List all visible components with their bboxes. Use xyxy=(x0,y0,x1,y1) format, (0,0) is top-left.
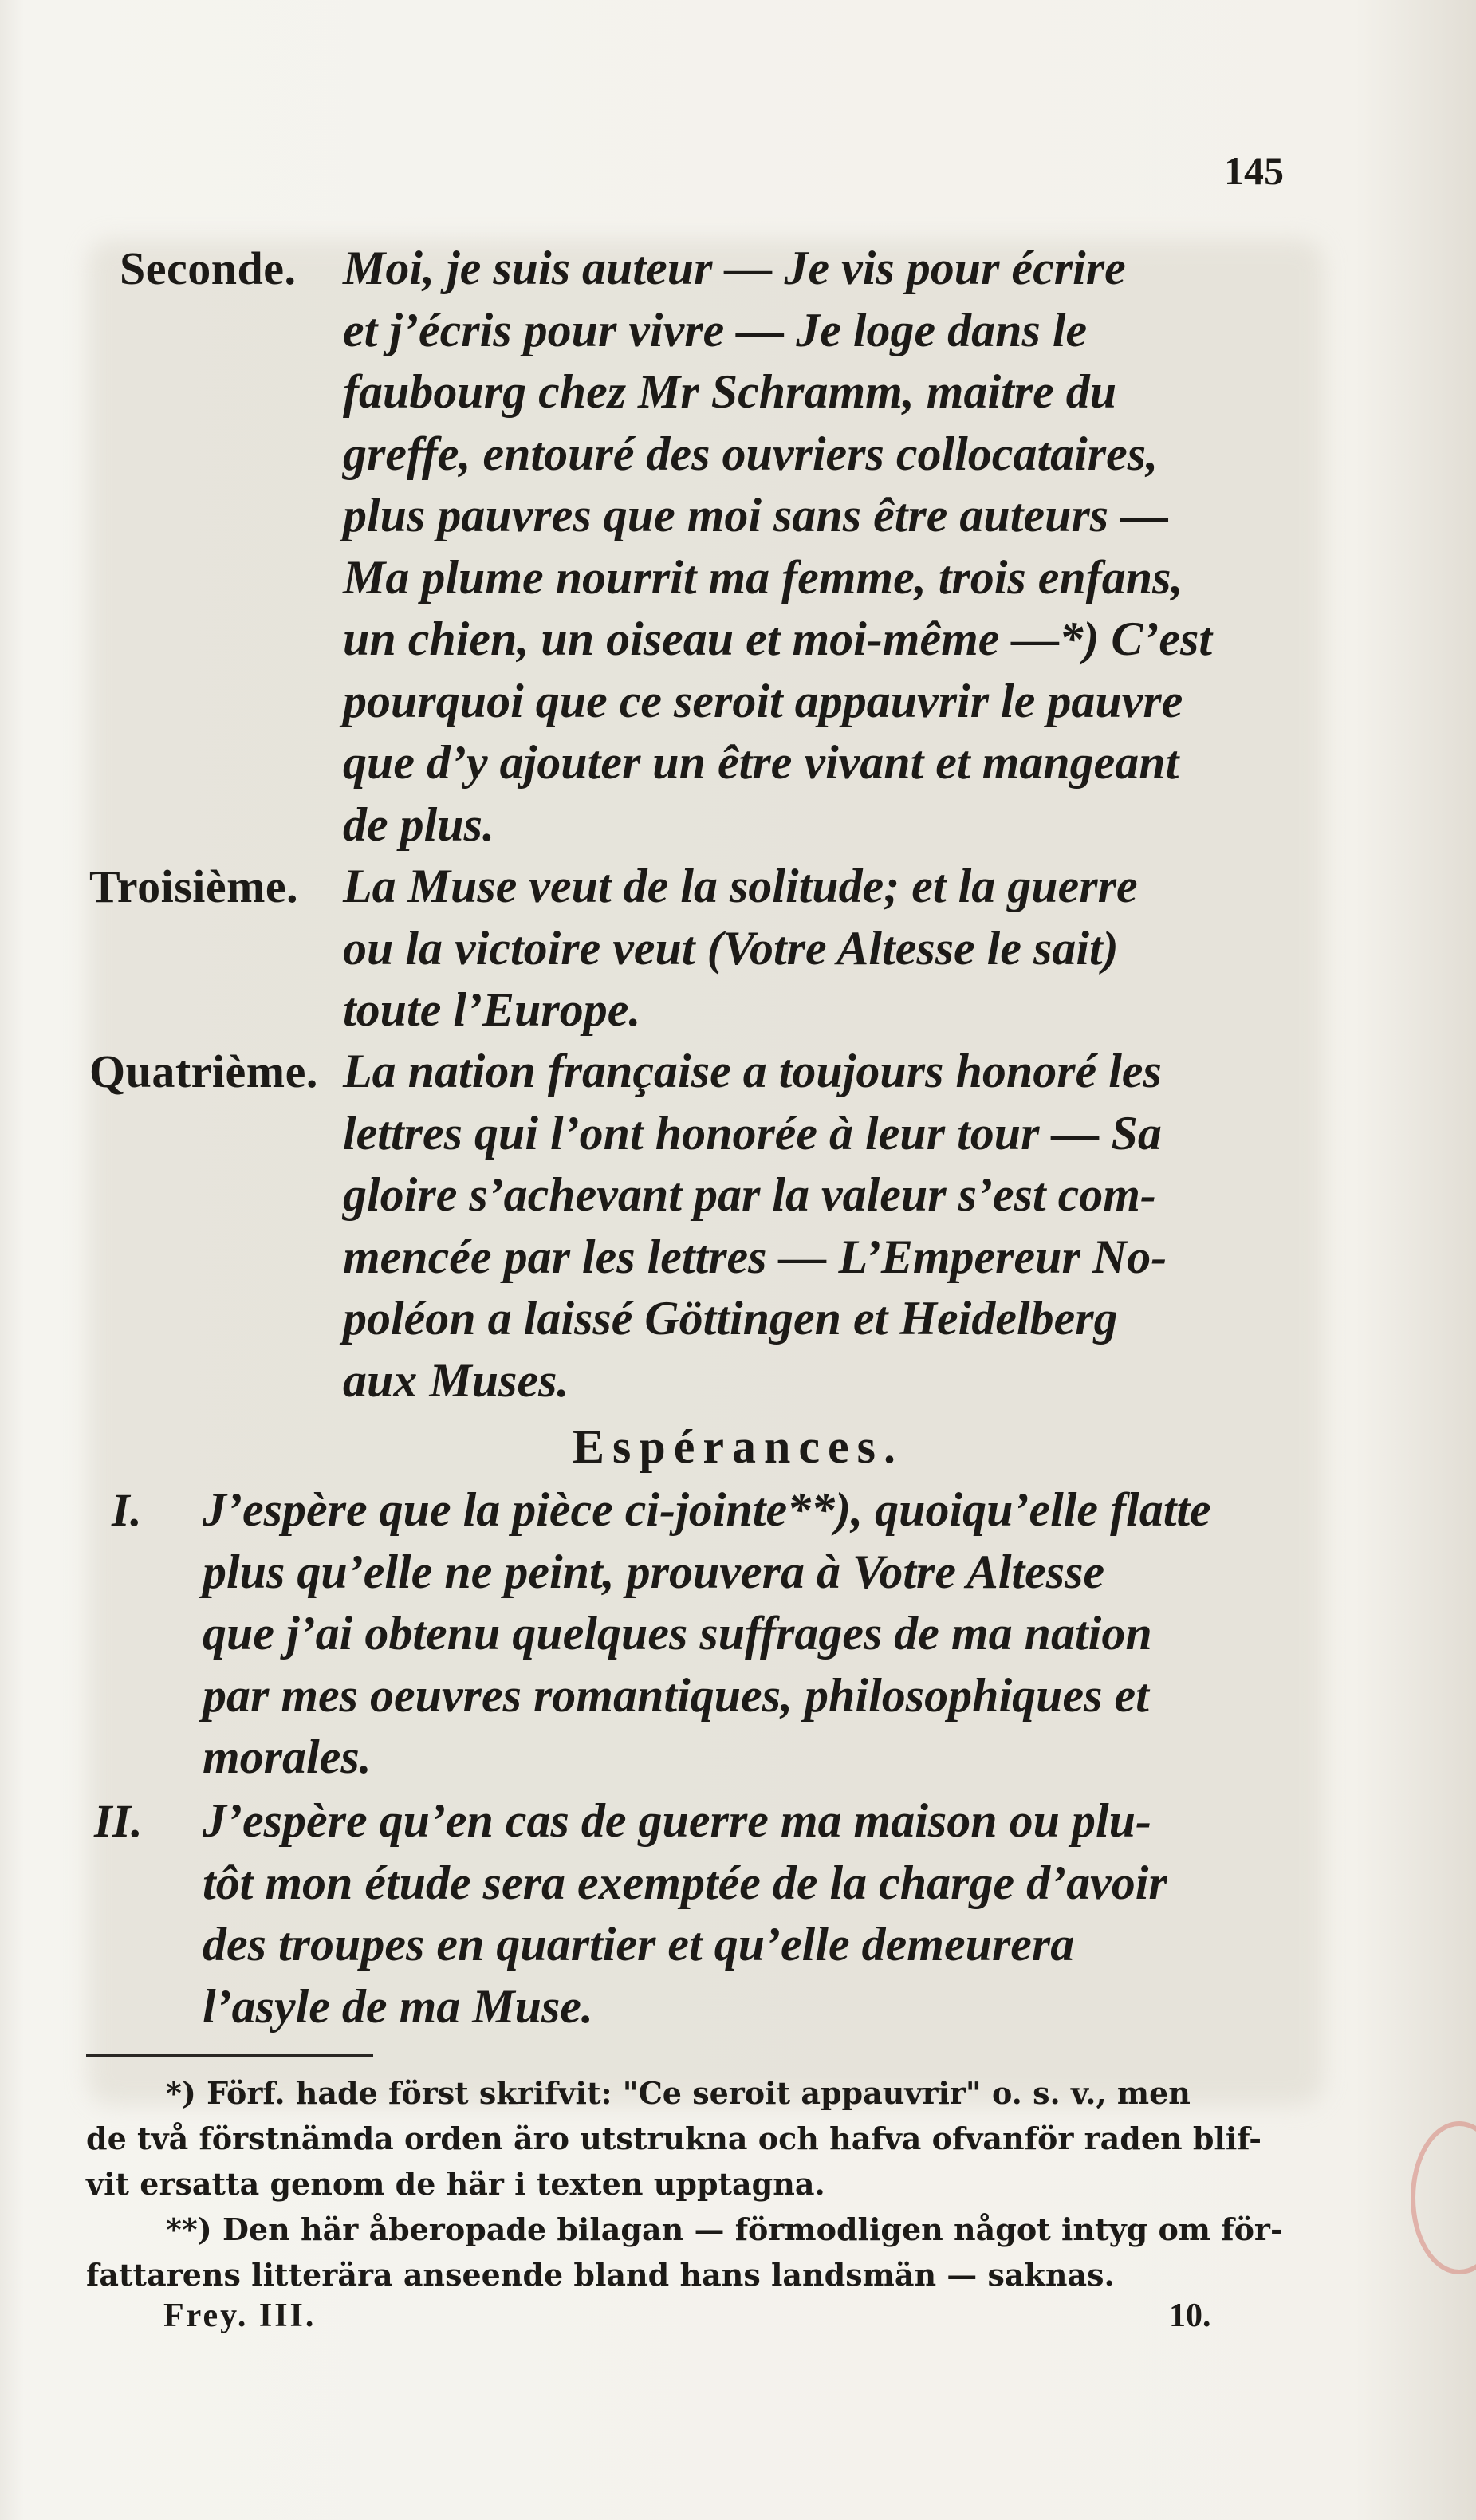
entry-label-troisieme: Troisième. xyxy=(89,860,299,912)
footnote-line: de två förstnämda orden äro utstrukna och hafva ofvanför raden blif- xyxy=(86,2120,1262,2156)
library-stamp xyxy=(1411,2121,1476,2274)
line: mencée par les lettres — L’Empereur No- xyxy=(343,1230,1167,1283)
line: La Muse veut de la solitude; et la guerre xyxy=(343,860,1138,912)
entry-label-seconde: Seconde. xyxy=(120,242,297,294)
line: greffe, entouré des ouvriers collocataires, xyxy=(343,427,1159,480)
line: poléon a laissé Göttingen et Heidelberg xyxy=(343,1292,1118,1345)
entry-label-quatrieme: Quatrième. xyxy=(89,1045,318,1097)
line: un chien, un oiseau et moi-même —*) C’est xyxy=(343,612,1213,665)
line: gloire s’achevant par la valeur s’est com- xyxy=(343,1168,1156,1221)
entry-text-quatrieme xyxy=(343,1041,1300,1412)
line: l’asyle de ma Muse. xyxy=(203,1979,593,2033)
line: aux Muses. xyxy=(343,1353,569,1407)
line: tôt mon étude sera exemptée de la charge d’avoir xyxy=(203,1856,1167,1909)
line: et j’écris pour vivre — Je loge dans le xyxy=(343,303,1088,356)
line: des troupes en quartier et qu’elle demeurera xyxy=(203,1918,1075,1971)
footnote-2 xyxy=(86,2207,1298,2298)
footnote-line: fattarens litterära anseende bland hans landsmän — saknas. xyxy=(86,2257,1115,2293)
footnote-line: vit ersatta genom de här i texten upptagna. xyxy=(86,2166,825,2202)
line: toute l’Europe. xyxy=(343,983,641,1036)
line: J’espère qu’en cas de guerre ma maison ou plu- xyxy=(203,1794,1151,1847)
line: que d’y ajouter un être vivant et mangeant xyxy=(343,736,1179,789)
line: que j’ai obtenu quelques suffrages de ma nation xyxy=(203,1607,1152,1660)
footnote-line: *) Förf. hade först skrifvit: "Ce seroit appauvrir" o. s. v., men xyxy=(166,2075,1191,2111)
entry-text-troisieme xyxy=(343,856,1300,1041)
line: morales. xyxy=(203,1731,372,1783)
line: J’espère que la pièce ci-jointe**), quoiqu’elle flatte xyxy=(203,1483,1211,1536)
signature-mark: Frey. III. xyxy=(163,2298,317,2334)
line: Moi, je suis auteur — Je vis pour écrire xyxy=(343,242,1126,294)
page-number: 145 xyxy=(1224,148,1284,193)
line: de plus. xyxy=(343,797,495,851)
section-heading: Espérances. xyxy=(573,1420,903,1473)
line: pourquoi que ce seroit appauvrir le pauvre xyxy=(343,674,1183,727)
hope-text-ii xyxy=(203,1790,1300,2038)
hope-text-i xyxy=(203,1479,1300,1789)
line: lettres qui l’ont honorée à leur tour — Sa xyxy=(343,1106,1162,1160)
hope-label-i: I. xyxy=(112,1484,143,1536)
footnote-rule xyxy=(86,2054,373,2057)
line: plus pauvres que moi sans être auteurs — xyxy=(343,489,1169,541)
footnote-line: **) Den här åberopade bilagan — förmodligen något intyg om för- xyxy=(166,2211,1283,2247)
line: ou la victoire veut (Votre Altesse le sait) xyxy=(343,921,1119,975)
line: plus qu’elle ne peint, prouvera à Votre Altesse xyxy=(203,1545,1105,1598)
footnote-1 xyxy=(86,2070,1298,2207)
hope-label-ii: II. xyxy=(94,1795,144,1847)
line: Ma plume nourrit ma femme, trois enfans, xyxy=(343,550,1183,604)
sheet-number: 10. xyxy=(1169,2298,1211,2334)
entry-text-seconde xyxy=(343,238,1300,856)
line: La nation française a toujours honoré les xyxy=(343,1045,1162,1097)
line: faubourg chez Mr Schramm, maitre du xyxy=(343,365,1117,418)
line: par mes oeuvres romantiques, philosophiques et xyxy=(203,1668,1149,1722)
